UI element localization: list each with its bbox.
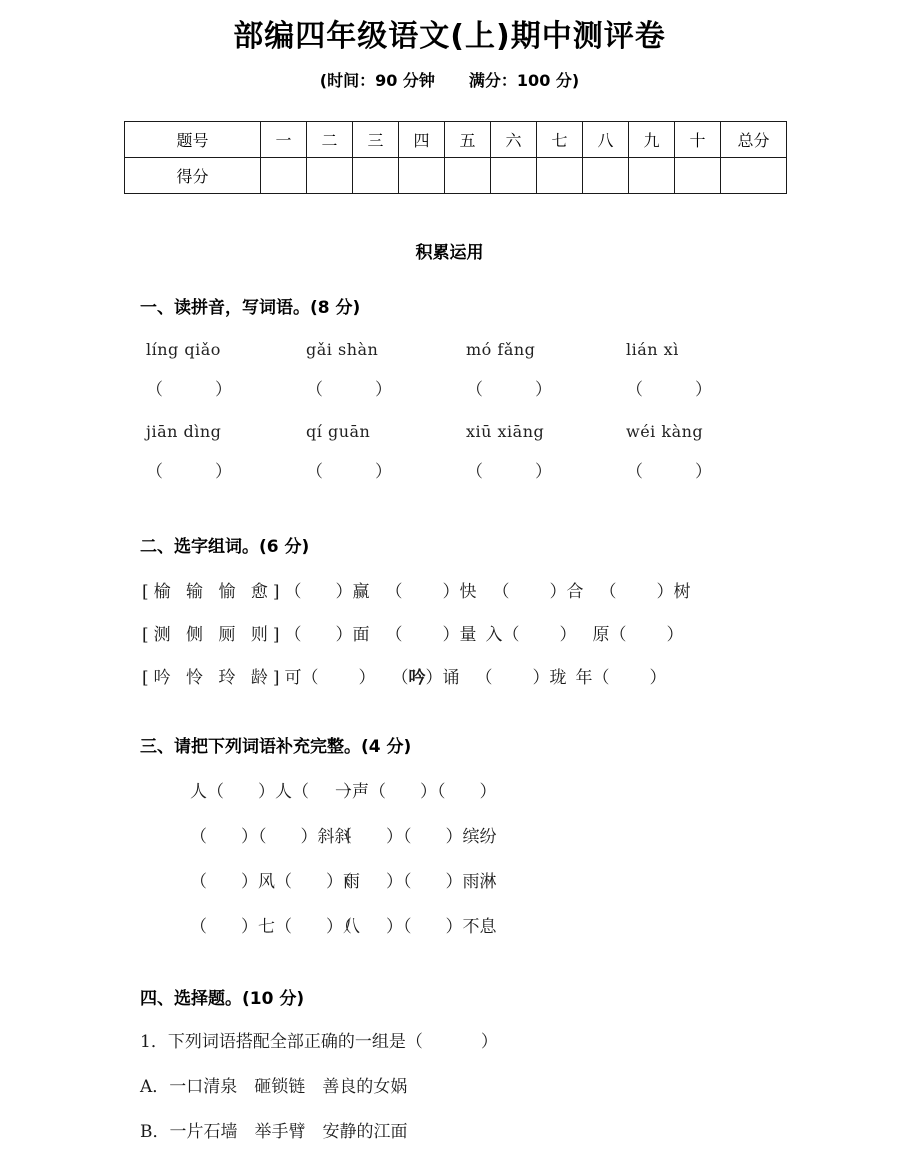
pinyin-1-2: gǎi shàn xyxy=(306,339,379,359)
subtitle-time: (时间：90 分钟 xyxy=(319,70,435,90)
idiom-row-3 xyxy=(0,867,899,912)
answer-blank-1-1[interactable] xyxy=(146,375,306,400)
score-cell-9[interactable] xyxy=(629,157,675,193)
charsel-row-2 xyxy=(142,620,899,663)
exam-subtitle xyxy=(0,56,899,91)
score-table-container xyxy=(0,121,899,194)
charsel-group-1: [榆 输 愉 愈] xyxy=(142,581,285,602)
question-1-body xyxy=(0,318,899,504)
open-paren: （ xyxy=(626,461,643,482)
score-table-label-question: 题号 xyxy=(125,121,261,157)
idiom-item-1-right[interactable]: 一声（ ）（ ） xyxy=(335,781,497,802)
score-table-col-4: 四 xyxy=(399,121,445,157)
idiom-row-4 xyxy=(0,912,899,957)
score-table-col-10: 十 xyxy=(675,121,721,157)
pinyin-2-3: xiū xiāng xyxy=(466,421,545,441)
close-paren: ） xyxy=(535,379,552,400)
score-cell-total[interactable] xyxy=(721,157,787,193)
pinyin-2-4: wéi kàng xyxy=(626,421,704,441)
open-paren: （ xyxy=(306,461,323,482)
charsel-blank-2-4[interactable]: （ ） xyxy=(609,624,684,645)
charsel-blank-1-4[interactable]: （ ） xyxy=(599,581,674,602)
answer-blank-1-4[interactable] xyxy=(626,375,786,400)
charsel-blank-2-1[interactable]: （ ） xyxy=(284,624,353,645)
page-title: 部编四年级语文(上)期中测评卷 xyxy=(233,19,666,54)
open-paren: （ xyxy=(466,379,483,400)
charsel-group-3: [吟 怜 玲 龄] xyxy=(142,667,285,688)
charsel-suffix-1-1: 赢 xyxy=(352,581,370,602)
score-table-col-8: 八 xyxy=(583,121,629,157)
question-3-body xyxy=(0,757,899,957)
score-cell-7[interactable] xyxy=(537,157,583,193)
charsel-suffix-3-3: 珑 xyxy=(549,667,567,688)
idiom-item-4-right[interactable]: （ ）（ ）不息 xyxy=(335,916,497,937)
score-table xyxy=(124,121,787,194)
score-table-col-5: 五 xyxy=(445,121,491,157)
score-table-col-6: 六 xyxy=(491,121,537,157)
score-cell-10[interactable] xyxy=(675,157,721,193)
open-paren: （ xyxy=(146,379,163,400)
charsel-blank-2-2[interactable]: （ ） xyxy=(385,624,460,645)
pinyin-1-1: líng qiǎo xyxy=(146,339,221,359)
charsel-group-2: [测 侧 厕 则] xyxy=(142,624,285,645)
answer-blank-2-4[interactable] xyxy=(626,457,786,482)
charsel-prefix-2-3: 入 xyxy=(485,624,503,645)
charsel-blank-3-3[interactable]: （ ） xyxy=(475,667,550,688)
score-cell-4[interactable] xyxy=(399,157,445,193)
charsel-suffix-1-3: 合 xyxy=(566,581,584,602)
score-cell-2[interactable] xyxy=(307,157,353,193)
score-table-col-3: 三 xyxy=(353,121,399,157)
close-paren: ） xyxy=(695,379,712,400)
score-cell-1[interactable] xyxy=(261,157,307,193)
pinyin-row-2 xyxy=(146,422,899,457)
close-paren: ） xyxy=(535,461,552,482)
charsel-suffix-3-2: 诵 xyxy=(442,667,460,688)
question-2-heading: 二、选字组词。(6 分) xyxy=(140,536,310,557)
answer-blank-2-1[interactable] xyxy=(146,457,306,482)
close-paren: ） xyxy=(375,379,392,400)
score-table-col-2: 二 xyxy=(307,121,353,157)
mc-question-1 xyxy=(140,1027,899,1072)
idiom-item-1-left[interactable]: 人（ ）人（ ） xyxy=(190,781,360,802)
question-1-heading: 一、读拼音，写词语。(8 分) xyxy=(140,297,361,318)
idiom-row-1 xyxy=(0,777,899,822)
charsel-suffix-1-2: 快 xyxy=(459,581,477,602)
answer-blank-1-3[interactable] xyxy=(466,375,626,400)
score-table-col-total: 总分 xyxy=(721,121,787,157)
idiom-item-3-right[interactable]: （ ）（ ）雨淋 xyxy=(335,871,497,892)
mc-option-b[interactable]: B．一片石墙 举手臂 安静的江面 xyxy=(140,1121,408,1142)
answer-row-1 xyxy=(146,375,899,422)
idiom-item-3-left[interactable]: （ ）风（ ）雨 xyxy=(190,871,360,892)
table-row-question-numbers xyxy=(125,121,787,157)
score-cell-3[interactable] xyxy=(353,157,399,193)
score-table-col-7: 七 xyxy=(537,121,583,157)
charsel-suffix-2-2: 量 xyxy=(459,624,477,645)
section-heading-accumulation: 积累运用 xyxy=(415,242,484,263)
close-paren: ） xyxy=(375,461,392,482)
open-paren: （ xyxy=(626,379,643,400)
table-row-scores xyxy=(125,157,787,193)
answer-blank-1-2[interactable] xyxy=(306,375,466,400)
charsel-blank-3-4[interactable]: （ ） xyxy=(592,667,667,688)
idiom-row-2 xyxy=(0,822,899,867)
close-paren: ） xyxy=(695,461,712,482)
question-4-body xyxy=(0,1009,899,1162)
charsel-blank-1-1[interactable]: （ ） xyxy=(284,581,353,602)
answer-blank-2-3[interactable] xyxy=(466,457,626,482)
charsel-blank-2-3[interactable]: （ ） xyxy=(502,624,577,645)
charsel-row-3 xyxy=(142,663,899,706)
charsel-row-1 xyxy=(142,577,899,620)
charsel-suffix-1-4: 树 xyxy=(673,581,691,602)
charsel-blank-3-2[interactable]: （吟） xyxy=(391,667,443,688)
close-paren: ） xyxy=(215,461,232,482)
pinyin-1-4: lián xì xyxy=(626,339,679,359)
question-2-body xyxy=(0,557,899,706)
close-paren: ） xyxy=(215,379,232,400)
pinyin-1-3: mó fǎng xyxy=(466,339,536,359)
question-3-heading: 三、请把下列词语补充完整。(4 分) xyxy=(140,736,412,757)
score-cell-8[interactable] xyxy=(583,157,629,193)
score-cell-6[interactable] xyxy=(491,157,537,193)
pinyin-2-2: qí guān xyxy=(306,421,371,441)
mc-option-a[interactable]: A．一口清泉 砸锁链 善良的女娲 xyxy=(140,1076,408,1097)
idiom-item-2-right[interactable]: （ ）（ ）缤纷 xyxy=(335,826,497,847)
mc-question-1-text: 1．下列词语搭配全部正确的一组是（ xyxy=(140,1031,423,1052)
score-table-col-9: 九 xyxy=(629,121,675,157)
subtitle-total-score: 满分：100 分) xyxy=(468,70,580,90)
charsel-blank-1-2[interactable]: （ ） xyxy=(385,581,460,602)
charsel-blank-1-3[interactable]: （ ） xyxy=(492,581,567,602)
charsel-prefix-3-4: 年 xyxy=(575,667,593,688)
charsel-answer-filled[interactable]: 吟 xyxy=(408,667,426,688)
open-paren: （ xyxy=(146,461,163,482)
charsel-prefix-3-1: 可 xyxy=(284,667,302,688)
open-paren: （ xyxy=(466,461,483,482)
idiom-item-4-left[interactable]: （ ）七（ ）八 xyxy=(190,916,360,937)
mc-question-1-close-paren: ） xyxy=(480,1031,498,1052)
pinyin-2-1: jiān dìng xyxy=(146,421,222,441)
answer-blank-2-2[interactable] xyxy=(306,457,466,482)
score-table-label-score: 得分 xyxy=(125,157,261,193)
charsel-prefix-2-4: 原 xyxy=(592,624,610,645)
answer-row-2 xyxy=(146,457,899,504)
charsel-blank-3-1[interactable]: （ ） xyxy=(301,667,376,688)
open-paren: （ xyxy=(306,379,323,400)
pinyin-row-1 xyxy=(146,340,899,375)
question-4-heading: 四、选择题。(10 分) xyxy=(140,988,305,1009)
idiom-item-2-left[interactable]: （ ）（ ）斜斜 xyxy=(190,826,352,847)
charsel-suffix-2-1: 面 xyxy=(352,624,370,645)
score-cell-5[interactable] xyxy=(445,157,491,193)
score-table-col-1: 一 xyxy=(261,121,307,157)
